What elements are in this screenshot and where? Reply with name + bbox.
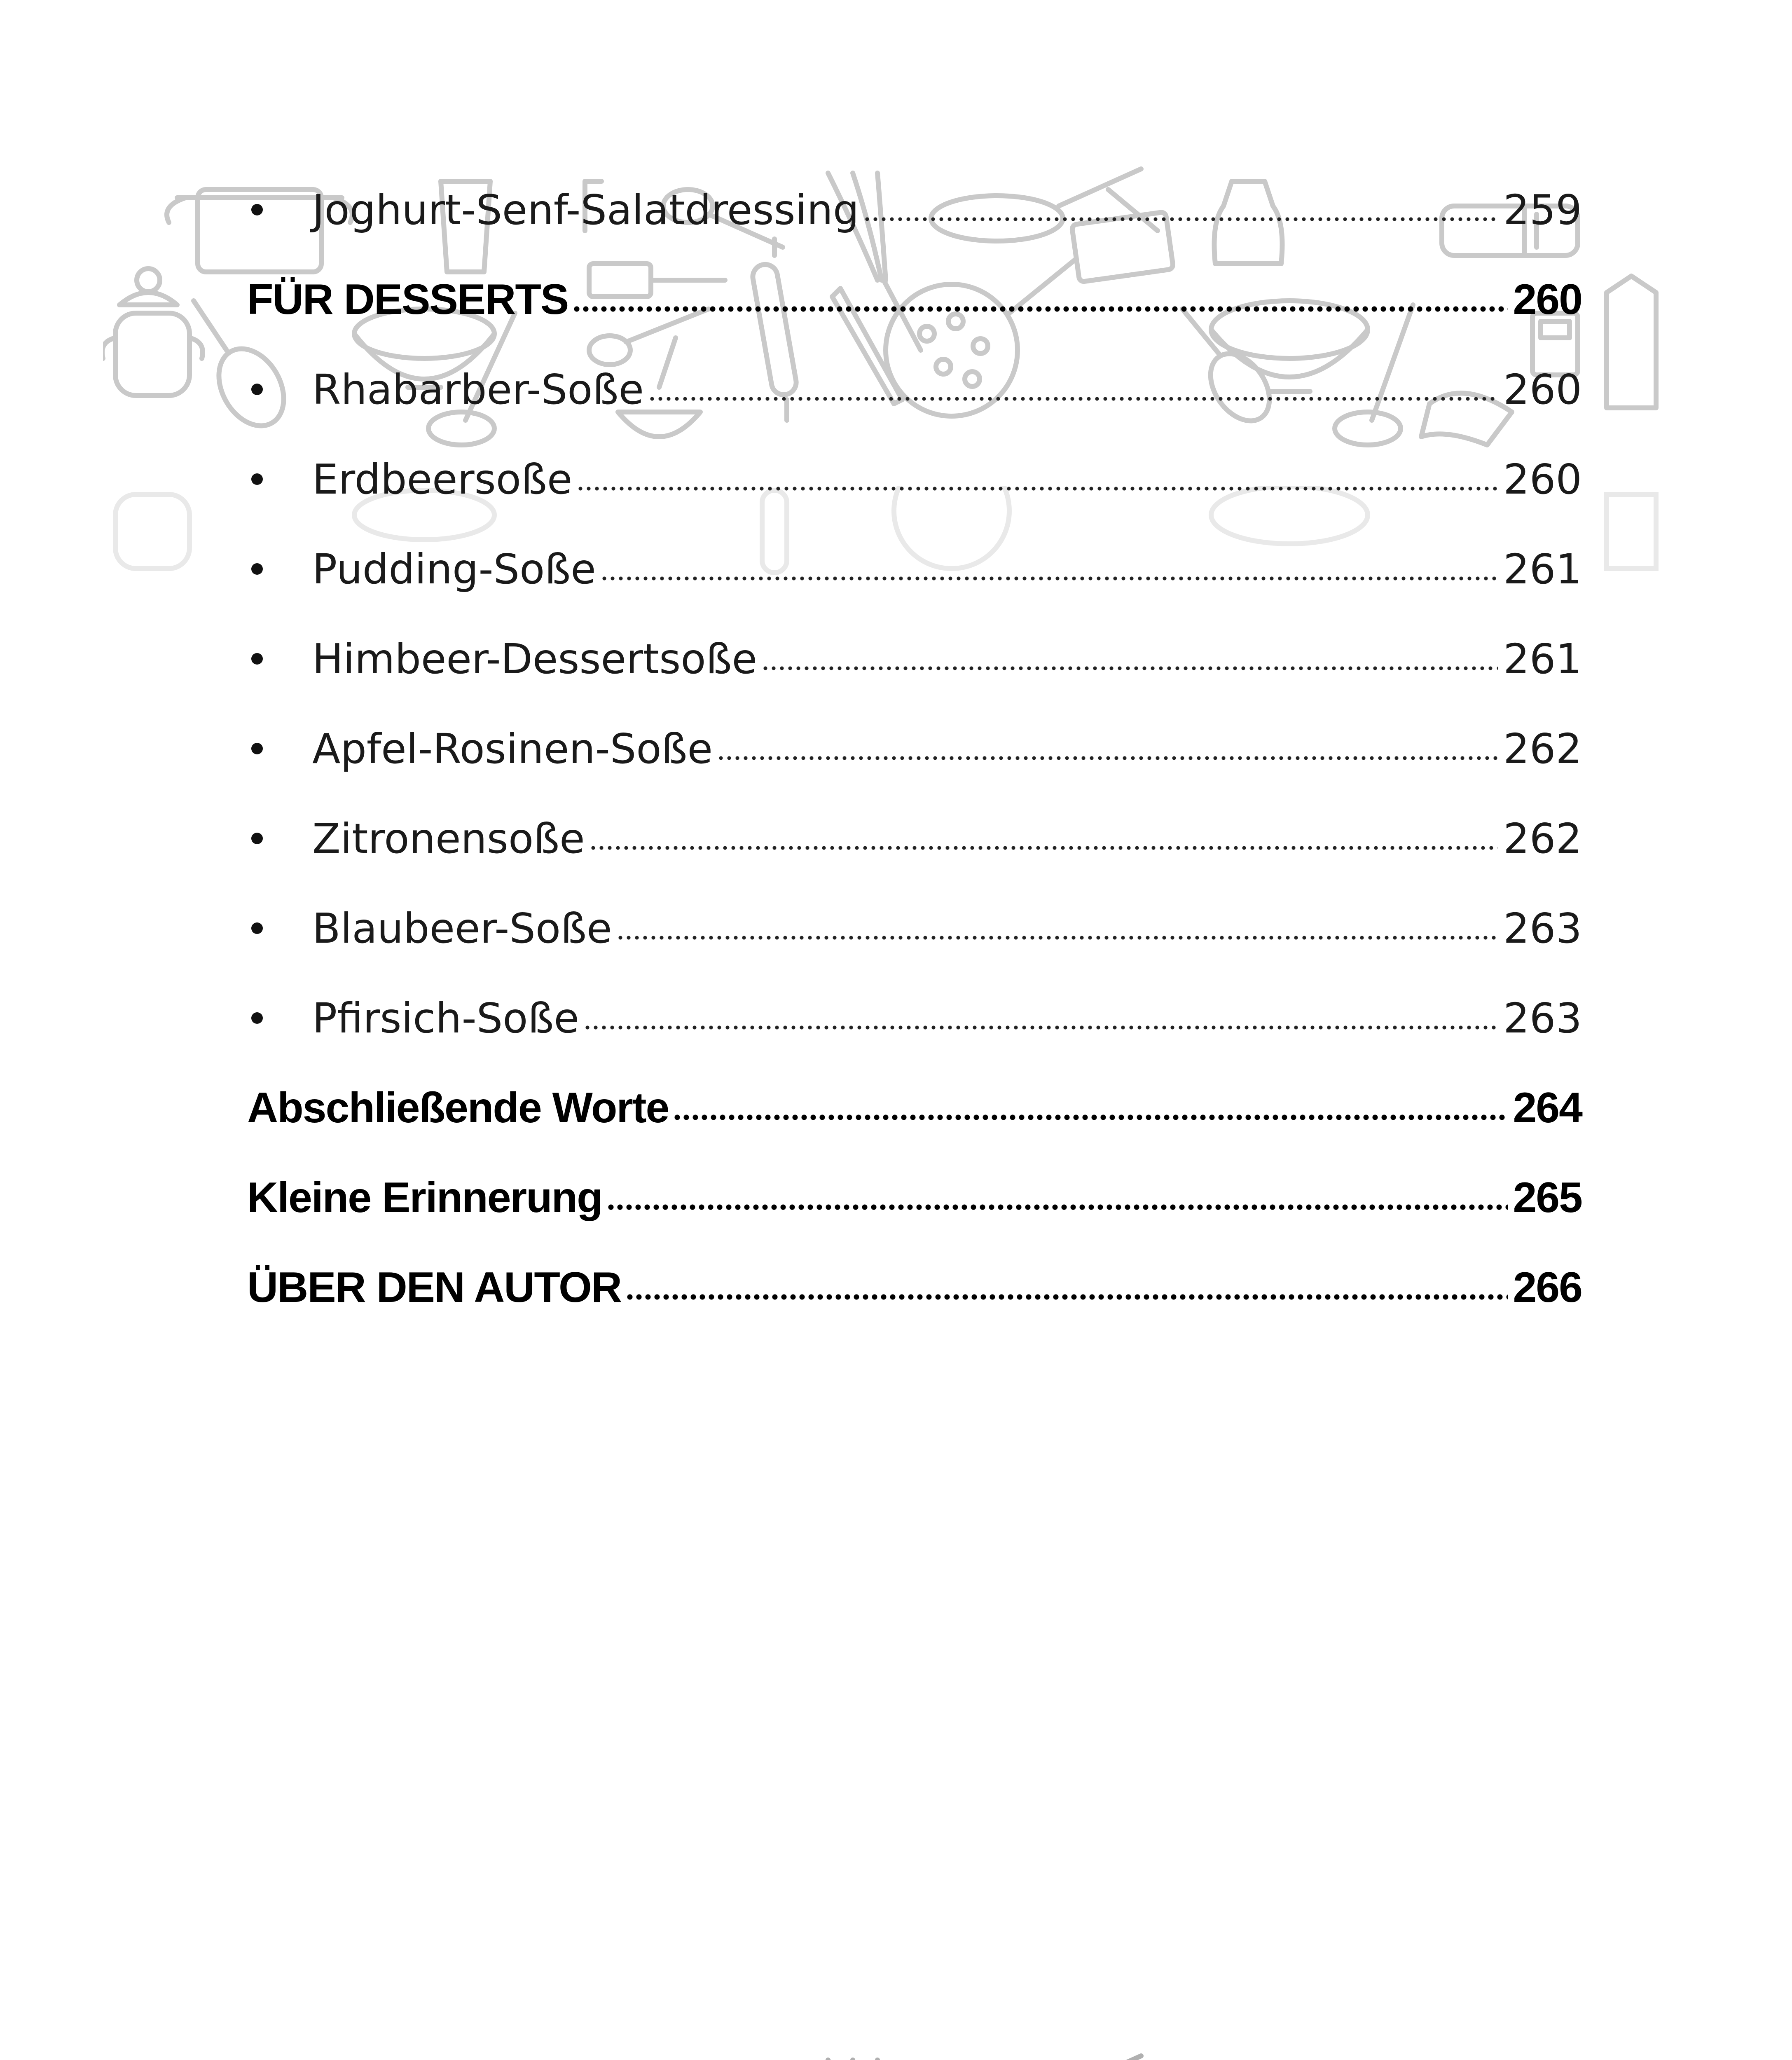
toc-entry-title: Abschließende Worte bbox=[247, 1084, 669, 1132]
toc-subentry[interactable] bbox=[247, 524, 1582, 614]
dot-leader bbox=[761, 665, 1498, 671]
toc-entry-title: Joghurt-Senf-Salatdressing bbox=[312, 185, 859, 234]
bullet-icon bbox=[251, 653, 263, 665]
toc-entry-title: Erdbeersoße bbox=[312, 455, 573, 503]
bullet-icon bbox=[251, 922, 263, 934]
dot-leader bbox=[648, 396, 1498, 402]
toc-page-number: 266 bbox=[1513, 1263, 1582, 1311]
toc-entry-title: Kleine Erinnerung bbox=[247, 1173, 602, 1222]
lidded-pot-icon bbox=[103, 269, 203, 396]
toc-page-number: 261 bbox=[1503, 545, 1582, 593]
toc-page-number: 261 bbox=[1503, 634, 1582, 683]
toc-page-number: 260 bbox=[1503, 455, 1582, 503]
bullet-icon bbox=[251, 473, 263, 485]
bullet-icon bbox=[251, 384, 263, 395]
toc-subentry[interactable] bbox=[247, 704, 1582, 794]
toc-page-number: 265 bbox=[1513, 1173, 1582, 1222]
toc-subentry[interactable] bbox=[247, 614, 1582, 704]
toc-page-number: 262 bbox=[1503, 724, 1582, 773]
toc-entry-title: Pudding-Soße bbox=[312, 545, 596, 593]
toc-entry-title: Rhabarber-Soße bbox=[312, 365, 644, 414]
toc-entry-title: Apfel-Rosinen-Soße bbox=[312, 724, 713, 773]
toc-subentry[interactable] bbox=[247, 794, 1582, 883]
toc-entry-title: Blaubeer-Soße bbox=[312, 904, 612, 953]
toc-page-number: 259 bbox=[1503, 185, 1582, 234]
kitchen-watermark-bottom bbox=[103, 2044, 1689, 2060]
dot-leader bbox=[717, 755, 1498, 761]
toc-entry-title: FÜR DESSERTS bbox=[247, 275, 568, 323]
dot-leader bbox=[576, 486, 1498, 492]
table-of-contents bbox=[247, 165, 1582, 1332]
grater-icon bbox=[1607, 276, 1656, 408]
bullet-icon bbox=[251, 204, 263, 215]
toc-chapter-entry[interactable] bbox=[247, 1243, 1582, 1332]
toc-page-number: 262 bbox=[1503, 814, 1582, 863]
toc-subentry[interactable] bbox=[247, 973, 1582, 1063]
dot-leader bbox=[572, 306, 1508, 312]
toc-subentry[interactable] bbox=[247, 434, 1582, 524]
toc-page-number: 263 bbox=[1503, 994, 1582, 1042]
toc-entry-title: Himbeer-Dessertsoße bbox=[312, 634, 758, 683]
bullet-icon bbox=[251, 743, 263, 754]
bullet-icon bbox=[251, 563, 263, 575]
toc-chapter-entry[interactable] bbox=[247, 1153, 1582, 1243]
toc-page-number: 260 bbox=[1503, 365, 1582, 414]
toc-entry-title: Zitronensoße bbox=[312, 814, 585, 863]
bullet-icon bbox=[251, 1012, 263, 1024]
dot-leader bbox=[625, 1294, 1508, 1300]
dot-leader bbox=[673, 1114, 1508, 1120]
dot-leader bbox=[589, 845, 1498, 851]
toc-subentry[interactable] bbox=[247, 883, 1582, 973]
toc-page-number: 264 bbox=[1513, 1084, 1582, 1132]
bullet-icon bbox=[251, 833, 263, 844]
toc-subentry[interactable] bbox=[247, 165, 1582, 255]
lidded-pot-icon bbox=[115, 494, 189, 569]
toc-subentry[interactable] bbox=[247, 344, 1582, 434]
dot-leader bbox=[583, 1025, 1498, 1030]
toc-entry-title: Pfirsich-Soße bbox=[312, 994, 579, 1042]
toc-page-number: 263 bbox=[1503, 904, 1582, 953]
frying-pan-icon bbox=[931, 2056, 1141, 2060]
dot-leader bbox=[606, 1204, 1508, 1210]
toc-chapter-entry[interactable] bbox=[247, 255, 1582, 344]
grater-icon bbox=[1607, 494, 1656, 569]
dot-leader bbox=[616, 935, 1499, 941]
toc-page-number: 260 bbox=[1513, 275, 1582, 323]
dot-leader bbox=[600, 576, 1498, 581]
toc-entry-title: ÜBER DEN AUTOR bbox=[247, 1263, 622, 1311]
toc-chapter-entry[interactable] bbox=[247, 1063, 1582, 1153]
dot-leader bbox=[863, 216, 1498, 222]
